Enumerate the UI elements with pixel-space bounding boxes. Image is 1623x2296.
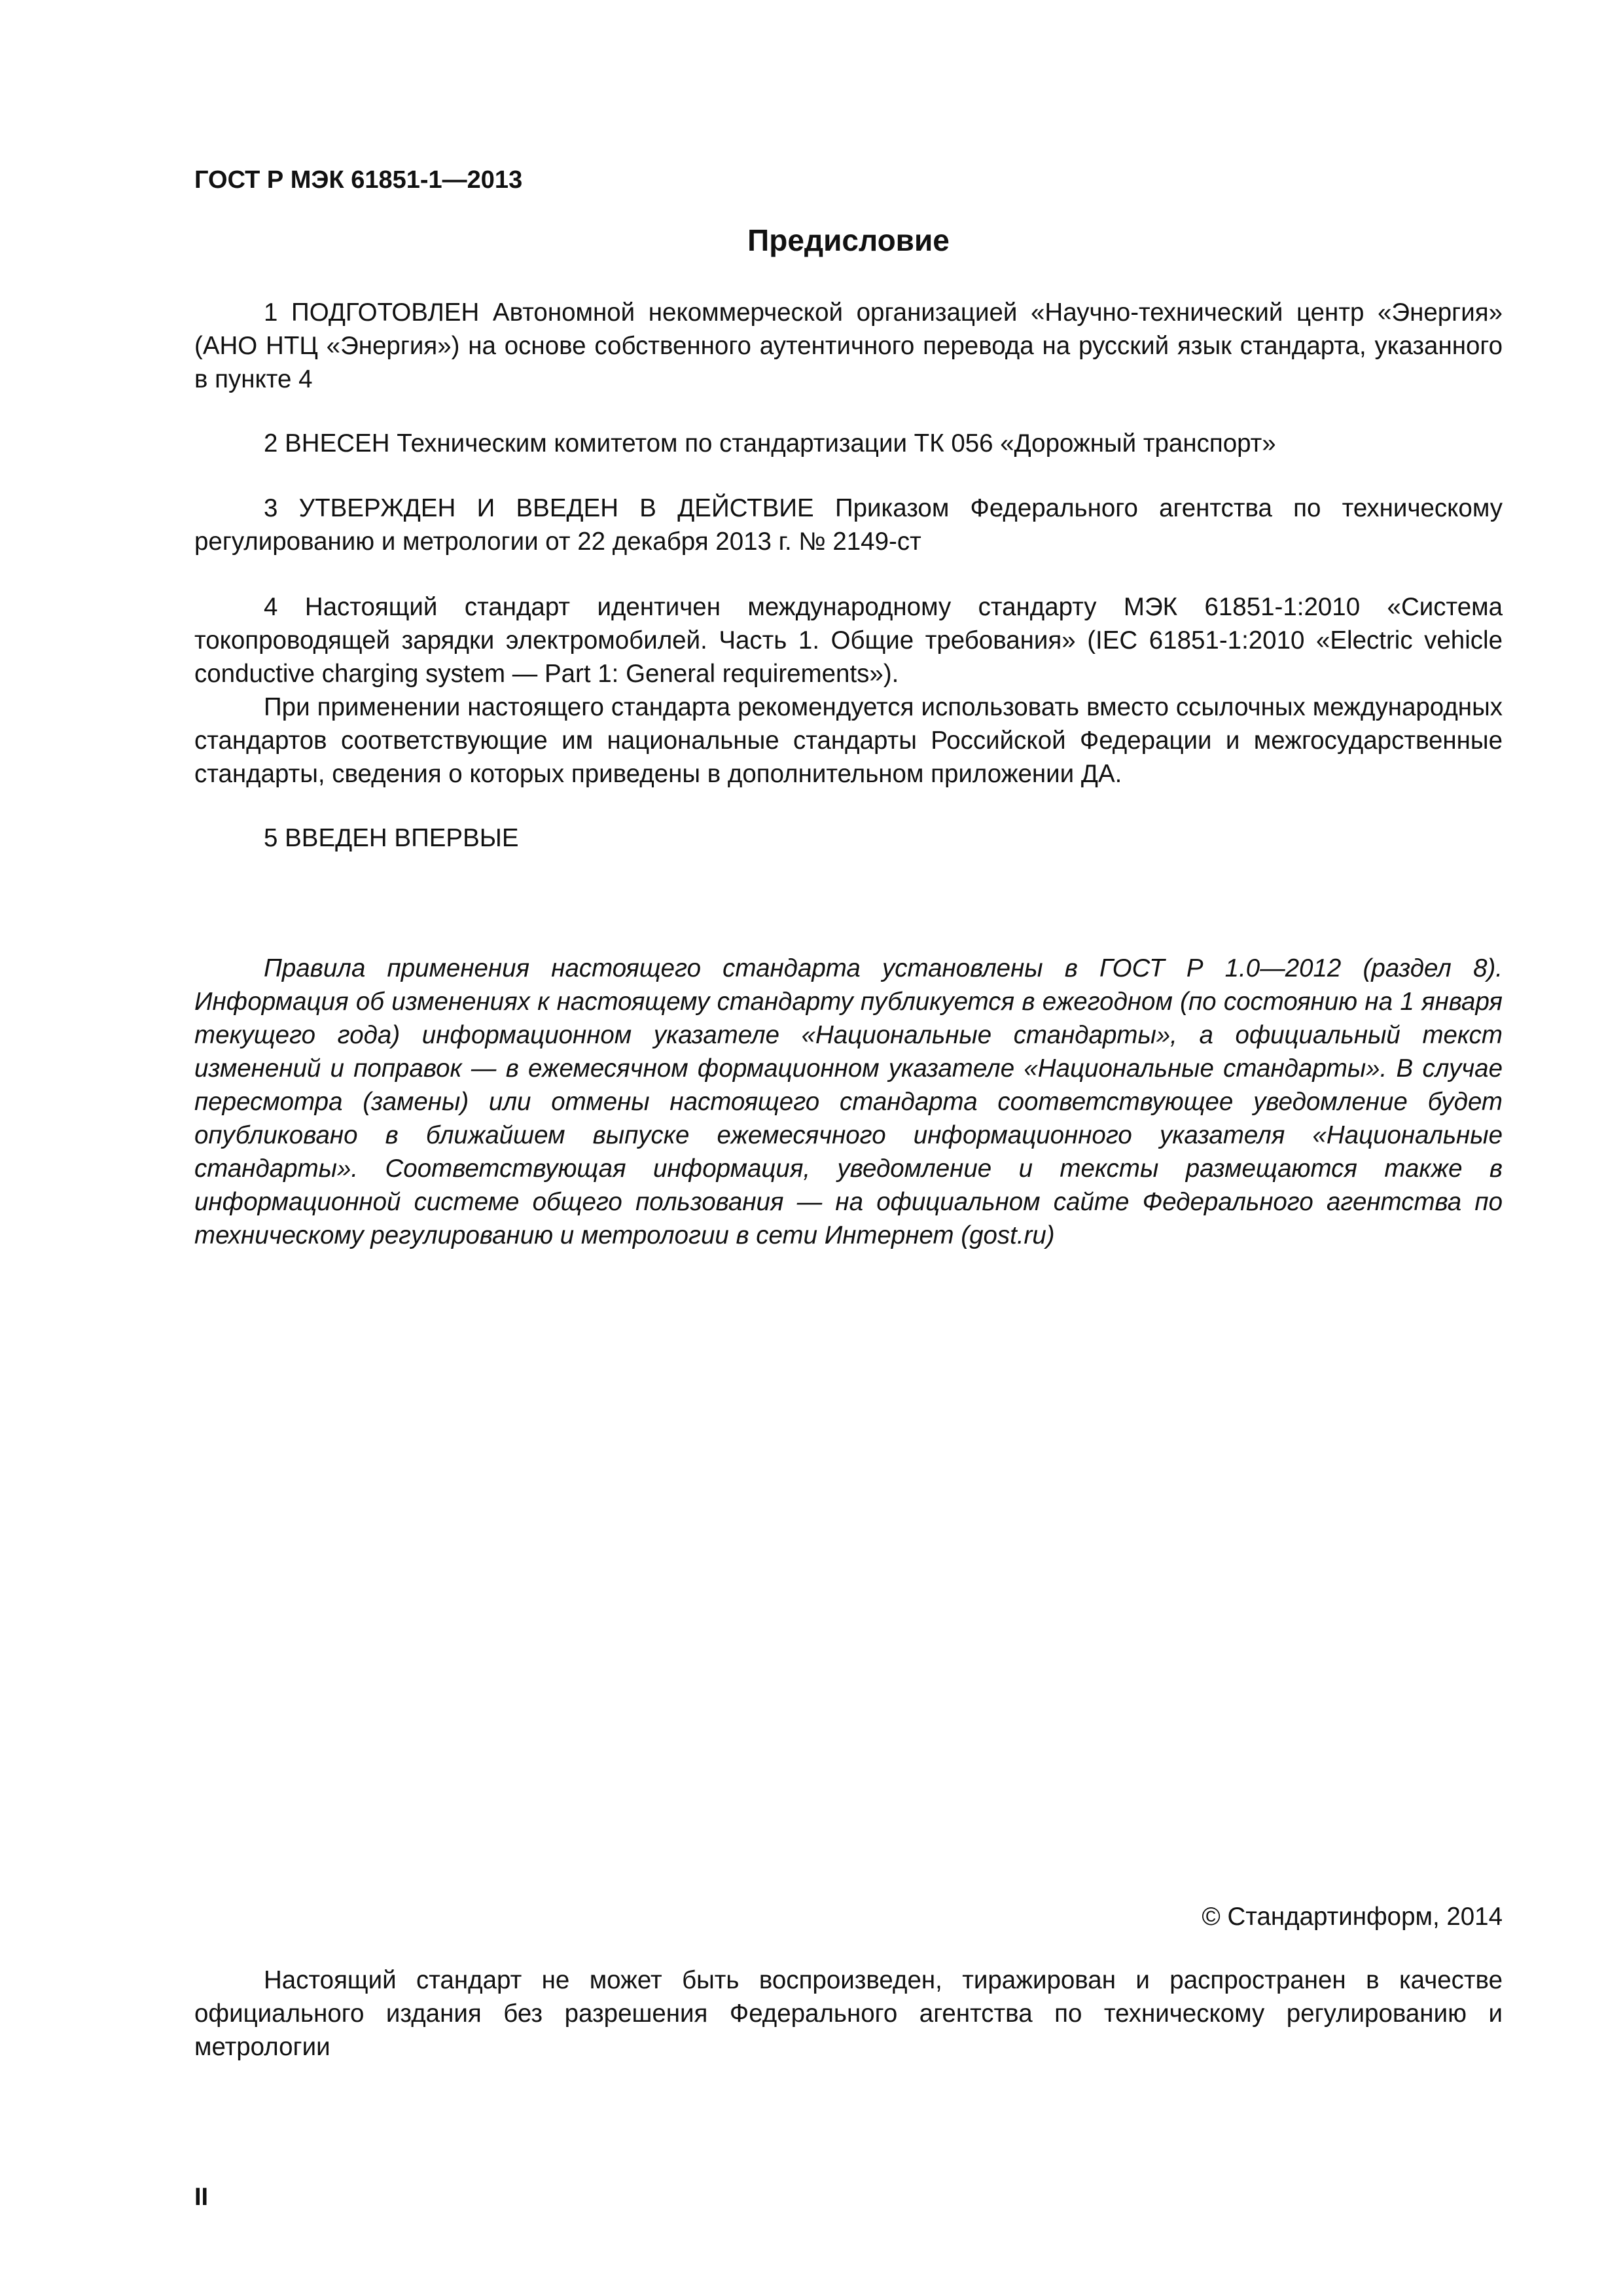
reproduction-notice [194,1964,1503,2064]
foreword-item-2 [194,427,1503,460]
foreword-item-1 [194,296,1503,396]
reproduction-notice-text: Настоящий стандарт не может быть воспроизведен, тиражирован и распространен в качестве официального издания без разрешения Федерального агентства по техническому регулированию и метрологии [194,1966,1503,2061]
application-rules-text: Правила применения настоящего стандарта установлены в ГОСТ Р 1.0—2012 (раздел 8). Информация об изменениях к настоящему стандарту публикуется в ежегодном (по состоянию на 1 января текущего года) информационном указателе «Национальные стандарты», а официальный текст изменений и поправок — в ежемесячном формационном указателе «Национальные стандарты». В случае пересмотра (замены) или отмены настоящего стандарта соответствующее уведомление будет опубликовано в ближайшем выпуске ежемесячного информационного указателя «Национальные стандарты». Соответствующая информация, уведомление и тексты размещаются также в информационной системе общего пользования — на официальном сайте Федерального агентства по техническому регулированию и метрологии в сети Интернет (gost.ru) [194,954,1503,1249]
foreword-item-5 [194,821,1503,855]
application-rules-notice [194,952,1503,1252]
foreword-item-1-text: 1 ПОДГОТОВЛЕН Автономной некоммерческой организацией «Научно-технический центр «Энергия» (АНО НТЦ «Энергия») на основе собственного аутентичного перевода на русский язык стандарта, указанного в пункте 4 [194,298,1503,393]
foreword-item-4 [194,590,1503,791]
foreword-item-4-note: При применении настоящего стандарта рекомендуется использовать вместо ссылочных международных стандартов соответствующие им национальные стандарты Российской Федерации и межгосударственные стандарты, сведения о которых приведены в дополнительном приложении ДА. [194,693,1503,788]
foreword-item-5-text: 5 ВВЕДЕН ВПЕРВЫЕ [264,824,519,852]
foreword-item-4-text: 4 Настоящий стандарт идентичен международному стандарту МЭК 61851-1:2010 «Система токопроводящей зарядки электромобилей. Часть 1. Общие требования» (IEC 61851-1:2010 «Electric vehicle conductive charging system — Part 1: General requirements»). [194,593,1503,688]
foreword-item-3-text: 3 УТВЕРЖДЕН И ВВЕДЕН В ДЕЙСТВИЕ Приказом Федерального агентства по техническому регулированию и метрологии от 22 декабря 2013 г. № 2149-ст [194,494,1503,556]
page-number: II [194,2183,209,2211]
document-code-header: ГОСТ Р МЭК 61851-1—2013 [194,166,523,194]
page-title: Предисловие [747,223,950,257]
foreword-item-2-text: 2 ВНЕСЕН Техническим комитетом по стандартизации ТК 056 «Дорожный транспорт» [264,429,1276,457]
foreword-item-3 [194,492,1503,558]
copyright-line: © Стандартинформ, 2014 [1202,1903,1503,1931]
